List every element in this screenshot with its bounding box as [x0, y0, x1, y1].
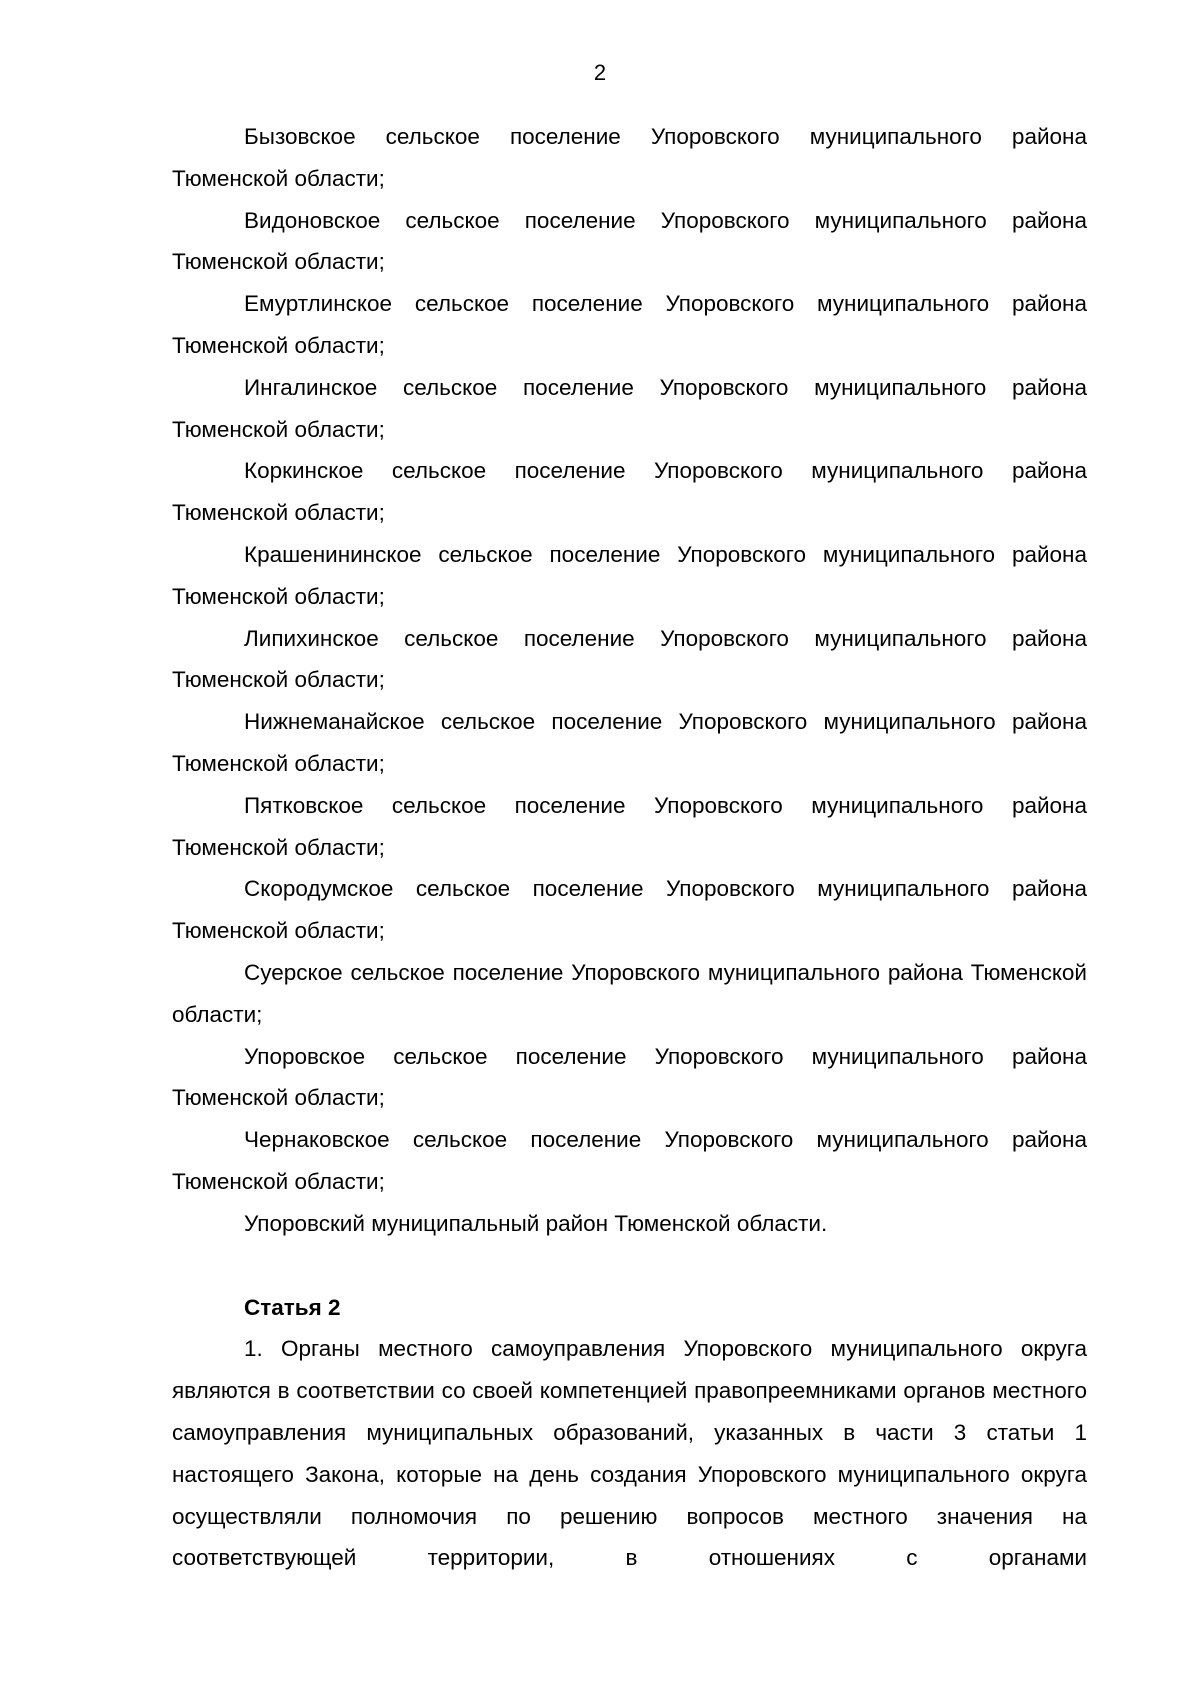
- list-item: Нижнеманайское сельское поселение Упоровского муниципального района Тюменской области;: [172, 709, 1087, 776]
- list-item: Суерское сельское поселение Упоровского муниципального района Тюменской области;: [172, 959, 1087, 1027]
- list-item: Коркинское сельское поселение Упоровского муниципального района Тюменской области;: [172, 458, 1087, 526]
- list-item: Бызовское сельское поселение Упоровского муниципального района Тюменской области;: [172, 124, 1087, 191]
- article-paragraph: 1. Органы местного самоуправления Упоровского муниципального округа являются в соответствии со своей компетенцией правопреемниками органов местного самоуправления муниципальных образований, указанных в части 3 статьи 1 настоящего Закона, которые на день создания Упоровского муниципального округа осуществляли полномочия по решению вопросов местного значения на соответствующей территории, в отношениях с органами: [172, 1336, 1087, 1571]
- page-number: 2: [593, 60, 607, 85]
- article-heading: Статья 2: [244, 1294, 341, 1320]
- list-item: Пятковское сельское поселение Упоровского муниципального района Тюменской области;: [172, 792, 1087, 860]
- list-item: Крашенининское сельское поселение Упоровского муниципального района Тюменской области;: [172, 541, 1087, 609]
- list-item: Чернаковское сельское поселение Упоровского муниципального района Тюменской области;: [172, 1127, 1087, 1194]
- list-item-final: Упоровский муниципальный район Тюменской области.: [244, 1210, 828, 1236]
- list-item: Емуртлинское сельское поселение Упоровского муниципального района Тюменской области;: [172, 291, 1087, 358]
- list-item: Скородумское сельское поселение Упоровского муниципального района Тюменской области;: [172, 876, 1087, 944]
- list-item: Липихинское сельское поселение Упоровского муниципального района Тюменской области;: [172, 625, 1087, 693]
- list-item: Видоновское сельское поселение Упоровского муниципального района Тюменской области;: [172, 207, 1087, 275]
- list-item: Ингалинское сельское поселение Упоровского муниципального района Тюменской области;: [172, 374, 1087, 442]
- list-item: Упоровское сельское поселение Упоровского муниципального района Тюменской области;: [172, 1043, 1087, 1111]
- document-body: [172, 116, 1087, 1579]
